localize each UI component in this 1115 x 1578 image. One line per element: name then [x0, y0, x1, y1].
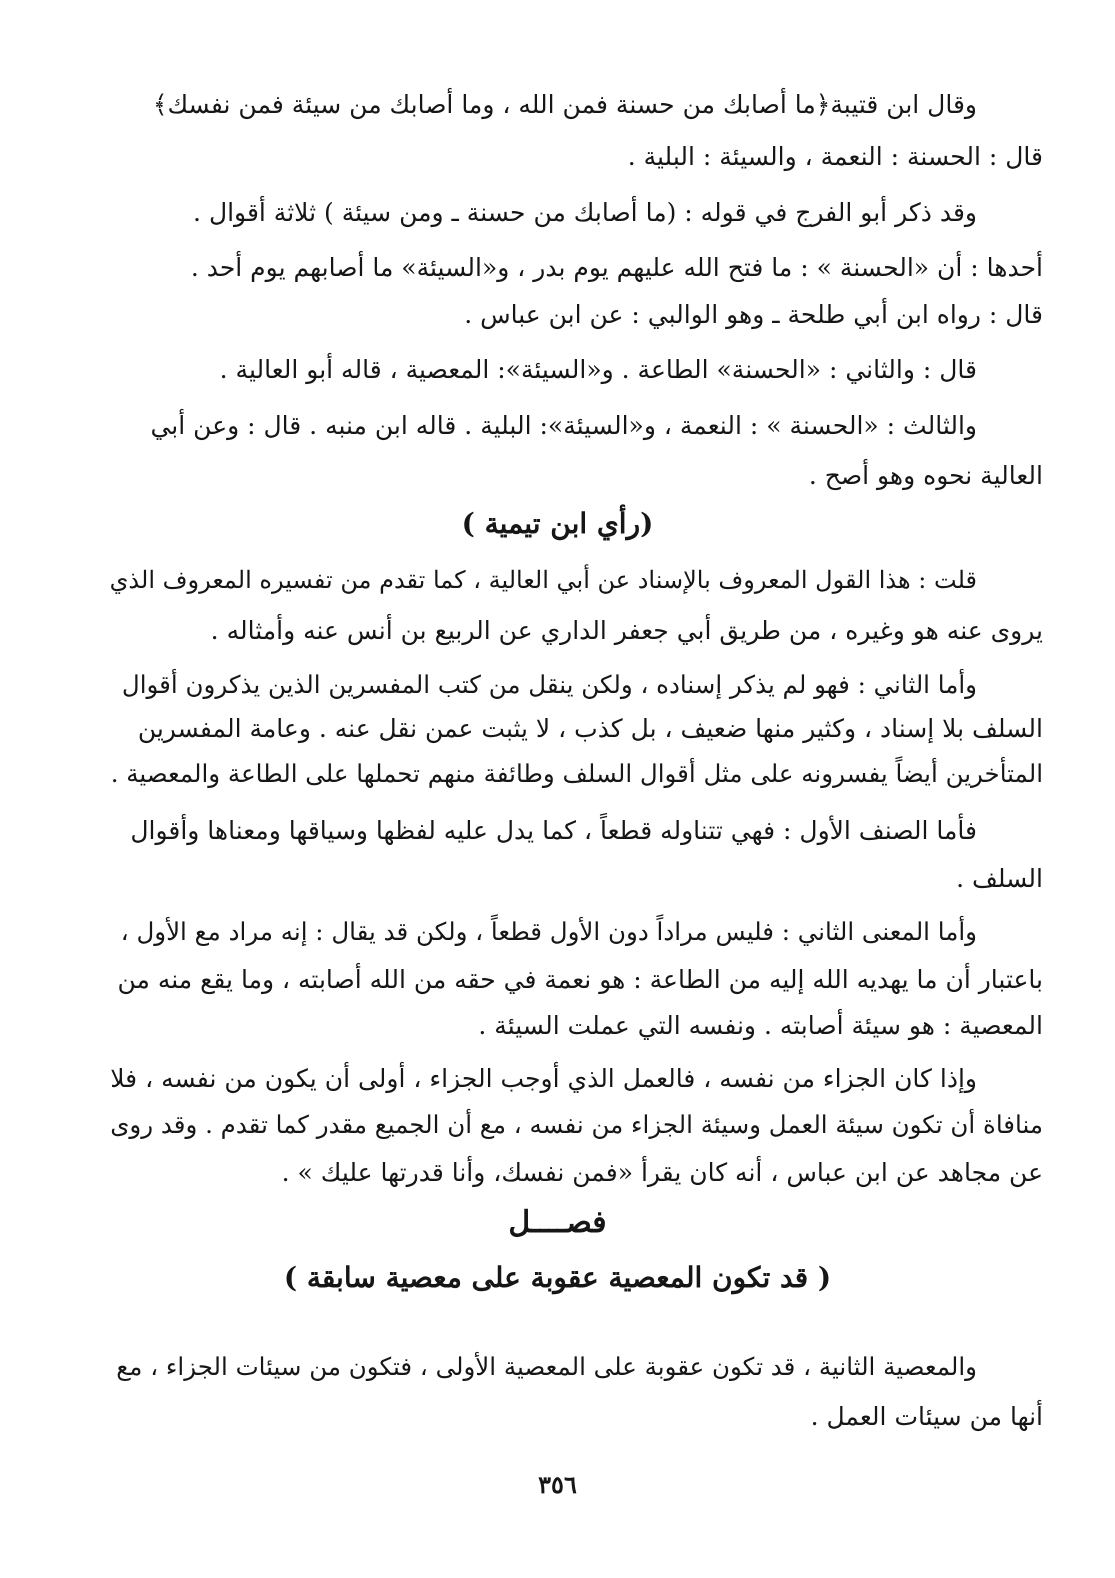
text-line: أنها من سيئات العمل . — [810, 1402, 1043, 1431]
section-heading: (رأي ابن تيمية ) — [461, 507, 654, 540]
text-line: المتأخرين أيضاً يفسرونه على مثل أقوال السلف وطائفة منهم تحملها على الطاعة والمعصية . — [110, 759, 1043, 788]
text-line: منافاة أن تكون سيئة العمل وسيئة الجزاء من نفسه ، مع أن الجميع مقدر كما تقدم . وقد روى — [110, 1110, 1043, 1139]
text-line: أحدها : أن «الحسنة » : ما فتح الله عليهم يوم بدر ، و«السيئة» ما أصابهم يوم أحد . — [190, 253, 1043, 282]
text-line: العالية نحوه وهو أصح . — [808, 461, 1043, 490]
text-line: عن مجاهد عن ابن عباس ، أنه كان يقرأ «فمن نفسك، وأنا قدرتها عليك » . — [281, 1158, 1043, 1187]
text-line: وقال ابن قتيبة﴿ما أصابك من حسنة فمن الله ، وما أصابك من سيئة فمن نفسك﴾ — [152, 90, 977, 119]
text-line: المعصية : هو سيئة أصابته . ونفسه التي عملت السيئة . — [478, 1011, 1043, 1040]
text-line: السلف بلا إسناد ، وكثير منها ضعيف ، بل كذب ، لا يثبت عمن نقل عنه . وعامة المفسرين — [137, 714, 1043, 743]
text-line: السلف . — [956, 864, 1043, 893]
page-number: ٣٥٦ — [538, 1470, 577, 1499]
text-line: قال : والثاني : «الحسنة» الطاعة . و«السيئة»: المعصية ، قاله أبو العالية . — [219, 355, 977, 384]
text-line: قال : الحسنة : النعمة ، والسيئة : البلية . — [627, 142, 1043, 171]
text-line: يروى عنه هو وغيره ، من طريق أبي جعفر الداري عن الربيع بن أنس عنه وأمثاله . — [210, 616, 1043, 645]
text-line: فأما الصنف الأول : فهي تتناوله قطعاً ، كما يدل عليه لفظها وسياقها ومعناها وأقوال — [130, 816, 977, 845]
chapter-subtitle: ( قد تكون المعصية عقوبة على معصية سابقة ) — [283, 1261, 832, 1294]
text-line: وقد ذكر أبو الفرج في قوله : (ما أصابك من حسنة ـ ومن سيئة ) ثلاثة أقوال . — [193, 198, 977, 227]
text-line: وإذا كان الجزاء من نفسه ، فالعمل الذي أوجب الجزاء ، أولى أن يكون من نفسه ، فلا — [110, 1064, 977, 1093]
text-line: وأما المعنى الثاني : فليس مراداً دون الأول قطعاً ، ولكن قد يقال : إنه مراد مع الأول ، — [120, 917, 977, 946]
text-line: قلت : هذا القول المعروف بالإسناد عن أبي العالية ، كما تقدم من تفسيره المعروف الذي — [109, 566, 977, 594]
text-line: والمعصية الثانية ، قد تكون عقوبة على المعصية الأولى ، فتكون من سيئات الجزاء ، مع — [116, 1352, 977, 1381]
text-line: والثالث : «الحسنة » : النعمة ، و«السيئة»: البلية . قاله ابن منبه . قال : وعن أبي — [150, 411, 977, 440]
text-line: باعتبار أن ما يهديه الله إليه من الطاعة : هو نعمة في حقه من الله أصابته ، وما يقع منه من — [117, 965, 1043, 994]
chapter-heading: فصــــل — [508, 1205, 607, 1240]
text-line: وأما الثاني : فهو لم يذكر إسناده ، ولكن ينقل من كتب المفسرين الذين يذكرون أقوال — [121, 670, 977, 699]
text-line: قال : رواه ابن أبي طلحة ـ وهو الوالبي : عن ابن عباس . — [464, 300, 1043, 329]
